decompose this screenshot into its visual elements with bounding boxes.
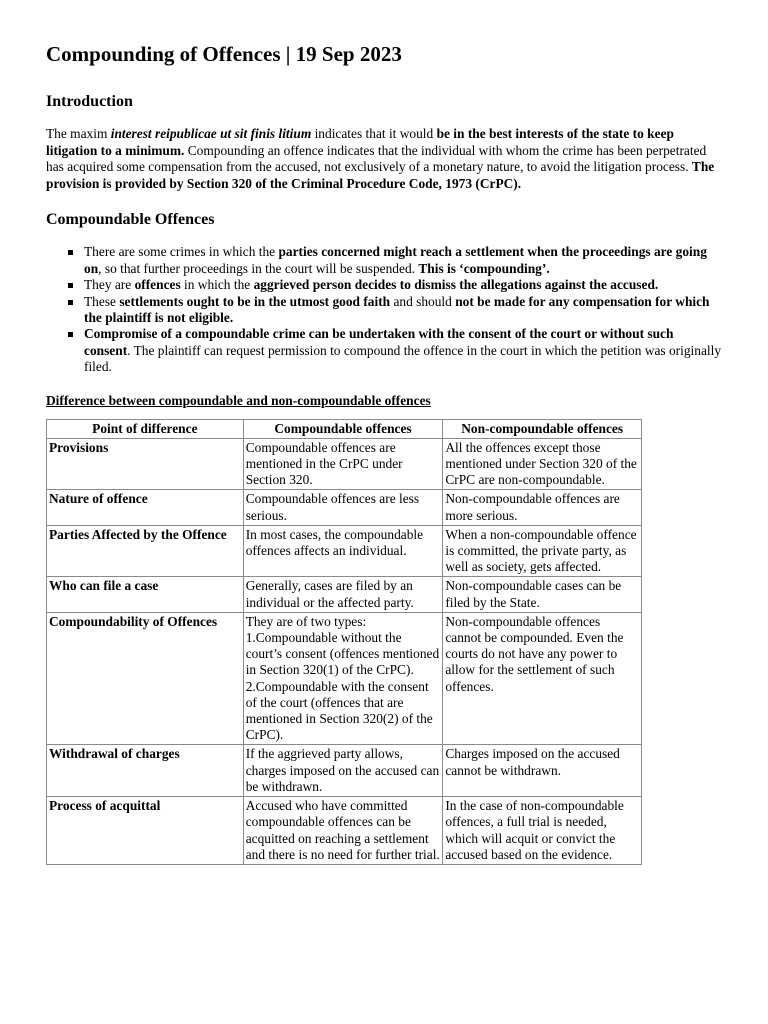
bullet-text: They are xyxy=(84,277,135,293)
bullet-emphasis: aggrieved person decides to dismiss the allegations against the accused. xyxy=(253,277,659,293)
column-header-point: Point of difference xyxy=(47,419,244,438)
page-title: Compounding of Offences | 19 Sep 2023 xyxy=(46,42,402,66)
table-row xyxy=(47,525,642,577)
table-row xyxy=(47,612,642,745)
list-item xyxy=(84,326,722,375)
list-item xyxy=(84,244,722,277)
cell-non-compoundable: When a non-compoundable offence is committed, the private party, as well as society, gets affected. xyxy=(443,525,642,577)
intro-maxim: interest reipublicae ut sit finis litium xyxy=(110,126,312,141)
column-header-compoundable: Compoundable offences xyxy=(243,419,443,438)
cell-non-compoundable: Non-compoundable cases can be filed by the State. xyxy=(443,577,642,612)
compoundable-bullet-list xyxy=(46,244,722,375)
table-row xyxy=(47,797,642,865)
bullet-text: There are some crimes in which the xyxy=(84,244,279,260)
cell-non-compoundable: All the offences except those mentioned under Section 320 of the CrPC are non-compoundable. xyxy=(443,438,642,490)
intro-emphasis: be in the best interests of the state to keep litigation to a minimum. xyxy=(46,126,674,158)
table-row xyxy=(47,577,642,612)
bullet-square-icon xyxy=(68,250,73,255)
cell-compoundable: Compoundable offences are less serious. xyxy=(243,490,443,525)
compoundable-offences-heading: Compoundable Offences xyxy=(46,211,215,229)
intro-text: The maxim xyxy=(46,126,111,141)
cell-compoundable: Accused who have committed compoundable offences can be acquitted on reaching a settlement and there is no need for further trial. xyxy=(243,797,443,865)
table-row xyxy=(47,745,642,797)
bullet-text: and should xyxy=(390,293,456,309)
intro-emphasis: The provision is provided by Section 320 of the Criminal Procedure Code, 1973 (CrPC). xyxy=(46,159,715,191)
table-row xyxy=(47,490,642,525)
cell-compoundable: They are of two types: 1.Compoundable without the court’s consent (offences mentioned in Section 320(1) of the CrPC). 2.Compoundable with the consent of the court (offences that are mentioned in Section 320(2) of the CrPC). xyxy=(243,612,443,745)
table-caption: Difference between compoundable and non-compoundable offences xyxy=(46,392,431,408)
bullet-emphasis: This is ‘compounding’. xyxy=(418,260,550,276)
cell-compoundable: Compoundable offences are mentioned in the CrPC under Section 320. xyxy=(243,438,443,490)
introduction-heading: Introduction xyxy=(46,93,133,110)
cell-non-compoundable: Charges imposed on the accused cannot be withdrawn. xyxy=(443,745,642,797)
bullet-text: These xyxy=(84,293,120,309)
cell-compoundable: Generally, cases are filed by an individual or the affected party. xyxy=(243,577,443,612)
row-label: Process of acquittal xyxy=(47,797,244,865)
bullet-text: . The plaintiff can request permission to compound the offence in the court in which the petition was originally filed. xyxy=(84,342,722,375)
bullet-text: , so that further proceedings in the court will be suspended. xyxy=(98,260,419,276)
cell-non-compoundable: Non-compoundable offences are more serious. xyxy=(443,490,642,525)
cell-compoundable: If the aggrieved party allows, charges imposed on the accused can be withdrawn. xyxy=(243,745,443,797)
row-label: Withdrawal of charges xyxy=(47,745,244,797)
row-label: Compoundability of Offences xyxy=(47,612,244,745)
introduction-paragraph xyxy=(46,126,722,192)
bullet-square-icon xyxy=(68,332,73,337)
cell-compoundable: In most cases, the compoundable offences affects an individual. xyxy=(243,525,443,577)
bullet-emphasis: Compromise of a compoundable crime can be undertaken with the consent of the court or without such consent xyxy=(84,326,674,358)
row-label: Nature of offence xyxy=(47,490,244,525)
intro-text: indicates that it would xyxy=(311,126,437,141)
bullet-emphasis: settlements ought to be in the utmost good faith xyxy=(119,293,391,309)
difference-table xyxy=(46,419,642,865)
cell-non-compoundable: Non-compoundable offences cannot be compounded. Even the courts do not have any power to allow for the settlement of such offences. xyxy=(443,612,642,745)
table-row xyxy=(47,438,642,490)
row-label: Who can file a case xyxy=(47,577,244,612)
bullet-emphasis: not be made for any compensation for which the plaintiff is not eligible. xyxy=(84,293,710,325)
bullet-emphasis: offences xyxy=(134,277,181,293)
bullet-square-icon xyxy=(68,300,73,305)
list-item xyxy=(84,277,722,293)
table-header-row xyxy=(47,419,642,438)
bullet-square-icon xyxy=(68,283,73,288)
row-label: Parties Affected by the Offence xyxy=(47,525,244,577)
row-label: Provisions xyxy=(47,438,244,490)
bullet-text: in which the xyxy=(180,277,254,293)
intro-text: Compounding an offence indicates that the individual with whom the crime has been perpetrated has acquired some compensation from the accused, not exclusively of a monetary nature, to avoid the litigation process. xyxy=(46,142,707,175)
column-header-non-compoundable: Non-compoundable offences xyxy=(443,419,642,438)
list-item xyxy=(84,294,722,327)
cell-non-compoundable: In the case of non-compoundable offences, a full trial is needed, which will acquit or convict the accused based on the evidence. xyxy=(443,797,642,865)
bullet-emphasis: parties concerned might reach a settlement when the proceedings are going on xyxy=(84,244,707,276)
